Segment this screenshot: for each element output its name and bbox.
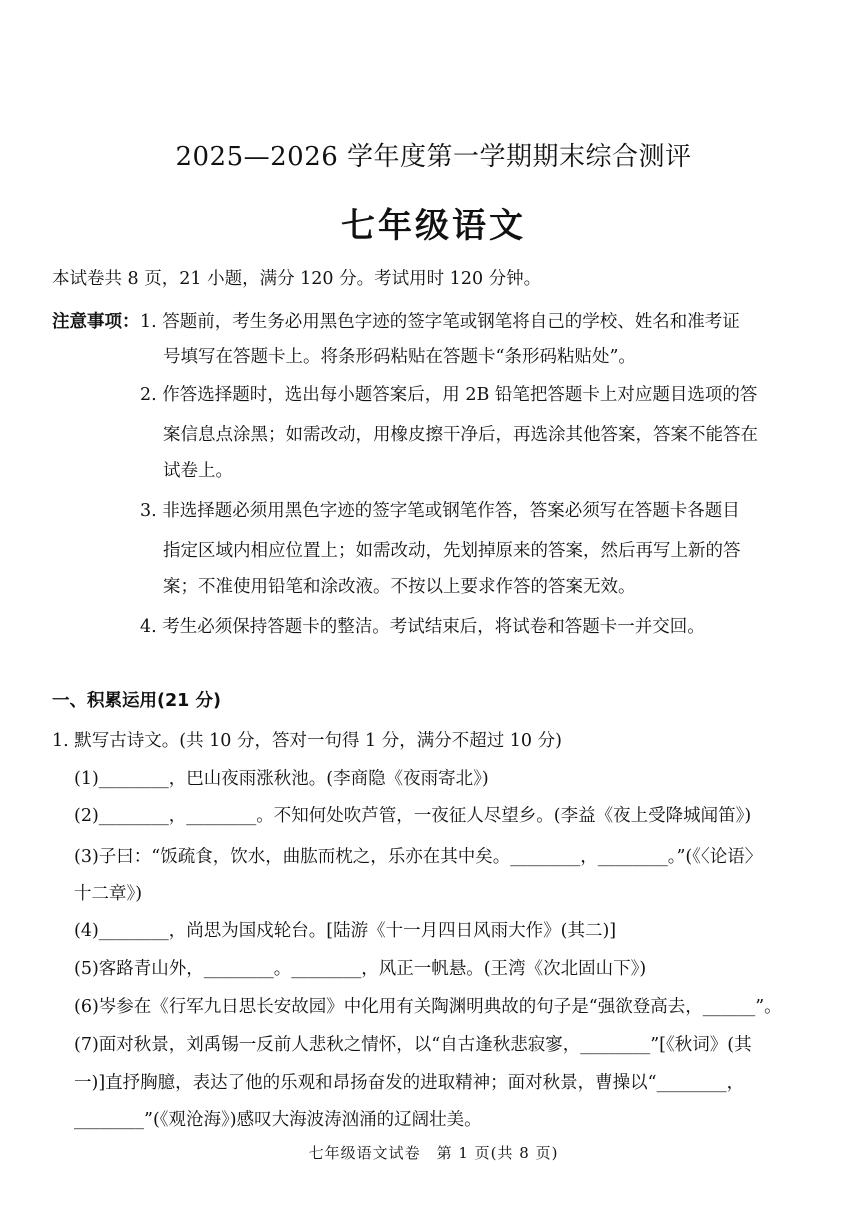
question-line: (4)________，尚思为国戍轮台。[陆游《十一月四日风雨大作》(其二)] [74,921,617,941]
question-line: (6)岑参在《行军九日思长安故园》中化用有关陶渊明典故的句子是“强欲登高去，______”。 [74,997,782,1017]
question-line: (1)________，巴山夜雨涨秋池。(李商隐《夜雨寄北》) [74,769,489,789]
question-title: 1. 默写古诗文。(共 10 分，答对一句得 1 分，满分不超过 10 分) [52,731,562,751]
question-line: ________”(《观沧海》)感叹大海波涛汹涌的辽阔壮美。 [74,1110,482,1130]
notice-line: 指定区域内相应位置上；如需改动，先划掉原来的答案，然后再写上新的答 [163,541,741,561]
notice-line: 3. 非选择题必须用黑色字迹的签字笔或钢笔作答，答案必须写在答题卡各题目 [140,501,740,521]
section-heading: 一、积累运用(21 分) [52,691,221,711]
notice-line: 1. 答题前，考生务必用黑色字迹的签字笔或钢笔将自己的学校、姓名和准考证 [140,312,740,332]
question-line: (5)客路青山外，________。________，风正一帆悬。(王湾《次北固山下》) [74,959,647,979]
notice-line: 案；不准使用铅笔和涂改液。不按以上要求作答的答案无效。 [163,577,636,597]
exam-subject: 七年级语文 [341,206,526,246]
exam-title: 2025—2026 学年度第一学期期末综合测评 [175,142,692,172]
question-line: (2)________，________。不知何处吹芦管，一夜征人尽望乡。(李益《夜上受降城闻笛》) [74,806,752,826]
question-line: 一)]直抒胸臆，表达了他的乐观和昂扬奋发的进取精神；面对秋景，曹操以“________， [74,1073,745,1093]
page-footer: 七年级语文试卷 第 1 页(共 8 页) [308,1144,559,1162]
notice-line: 2. 作答选择题时，选出每小题答案后，用 2B 铅笔把答题卡上对应题目选项的答 [140,385,758,405]
question-line: (3)子曰：“饭疏食，饮水，曲肱而枕之，乐亦在其中矣。________，________。”(《〈论语〉 [74,847,763,867]
question-line: 十二章》) [74,884,143,904]
notice-line: 4. 考生必须保持答题卡的整洁。考试结束后，将试卷和答题卡一并交回。 [140,617,705,637]
notice-label: 注意事项： [52,312,140,332]
exam-intro: 本试卷共 8 页，21 小题，满分 120 分。考试用时 120 分钟。 [52,269,542,289]
notice-line: 案信息点涂黑；如需改动，用橡皮擦干净后，再选涂其他答案，答案不能答在 [163,425,758,445]
notice-line: 号填写在答题卡上。将条形码粘贴在答题卡“条形码粘贴处”。 [163,347,636,367]
question-line: (7)面对秋景，刘禹锡一反前人悲秋之情怀，以“自古逢秋悲寂寥，________”[《秋词》(其 [74,1035,752,1055]
notice-line: 试卷上。 [163,461,233,481]
